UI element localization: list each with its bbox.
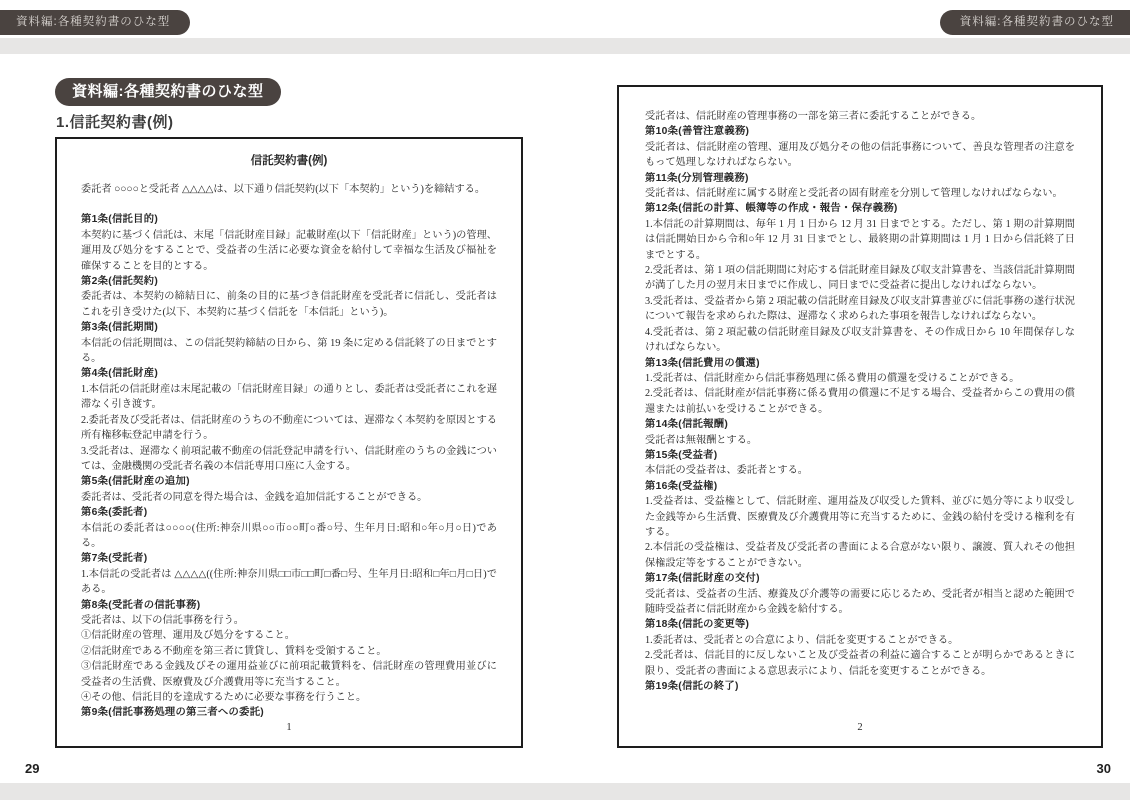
article-heading: 第15条(受益者) xyxy=(645,449,718,461)
article-paragraph: 3.受託者は、遅滞なく前項記載不動産の信託登記申請を行い、信託財産のうちの金銭については、金融機関の受託者名義の本信託専用口座に入金する。 xyxy=(81,445,497,472)
article-paragraph: 受託者は無報酬とする。 xyxy=(645,434,758,446)
contract-article xyxy=(645,479,1075,571)
contract-page-number-2: 2 xyxy=(857,722,863,733)
article-paragraph: 1.受託者は、信託財産から信託事務処理に係る費用の償還を受けることができる。 xyxy=(645,372,1020,384)
article-heading: 第18条(信託の変更等) xyxy=(645,619,750,631)
article-heading: 第1条(信託目的) xyxy=(81,214,159,226)
article-paragraph: 委託者は、受託者の同意を得た場合は、金銭を追加信託することができる。 xyxy=(81,491,428,503)
bottom-gray-band xyxy=(0,783,1130,800)
article-paragraph: 3.受託者は、受益者から第 2 項記載の信託財産目録及び収支計算書並びに信託事務の遂行状況について報告を求められた際は、遅滞なく求められた事項を報告しなければならない。 xyxy=(645,295,1075,323)
article-paragraph: 本契約に基づく信託は、末尾「信託財産目録」記載財産(以下「信託財産」という)の管理、運用及び処分をすることで、受益者の生活に必要な資金を給付して幸福な生活及び福祉を確保することを目的とする。 xyxy=(81,229,497,272)
contract-article xyxy=(645,617,1075,679)
article-paragraph: 本信託の信託期間は、この信託契約締結の日から、第 19 条に定める信託終了の日までとする。 xyxy=(81,337,497,365)
article-paragraph: 委託者は、本契約の締結日に、前条の目的に基づき信託財産を受託者に信託し、受託者はこれを引き受けた(以下、本契約に基づく信託を「本信託」という)。 xyxy=(81,291,497,318)
contract-article xyxy=(645,124,1075,170)
top-gray-band xyxy=(0,38,1130,54)
article-heading: 第7条(受託者) xyxy=(81,553,148,565)
contract-article xyxy=(81,705,497,720)
article-paragraph: 1.本信託の計算期間は、毎年 1 月 1 日から 12 月 31 日までとする。ただし、第 1 期の計算期間は信託開始日から令和○年 12 月 31 日までとし、最終期の計算期間は 1 月 1 日から信託終了日までとする。 xyxy=(645,218,1075,261)
contract-article xyxy=(645,109,1075,124)
contract-article xyxy=(645,201,1075,355)
contract-article xyxy=(81,212,497,274)
article-paragraph: 4.受託者は、第 2 項記載の信託財産目録及び収支計算書を、その作成日から 10 年間保存しなければならない。 xyxy=(645,326,1075,354)
article-paragraph: 本信託の委託者は○○○○(住所:神奈川県○○市○○町○番○号、生年月日:昭和○年○月○日)である。 xyxy=(81,522,497,549)
header-tab-left: 資料編:各種契約書のひな型 xyxy=(0,10,190,35)
article-paragraph: ①信託財産の管理、運用及び処分をすること。 xyxy=(81,630,295,642)
article-heading: 第2条(信託契約) xyxy=(81,276,159,288)
contract-article xyxy=(81,505,497,551)
article-heading: 第14条(信託報酬) xyxy=(645,419,729,431)
article-paragraph: 2.受託者は、信託目的に反しないこと及び受益者の利益に適合することが明らかであるときに限り、受託者の書面による意思表示により、信託を変更することができる。 xyxy=(645,650,1075,677)
article-paragraph: ②信託財産である不動産を第三者に賃貸し、賃料を受領すること。 xyxy=(81,645,387,657)
article-heading: 第8条(受託者の信託事務) xyxy=(81,599,201,611)
contract-article xyxy=(81,320,497,366)
article-heading: 第13条(信託費用の償還) xyxy=(645,357,760,369)
contract-article xyxy=(81,366,497,474)
article-heading: 第16条(受益権) xyxy=(645,480,718,492)
contract-article xyxy=(645,417,1075,448)
contract-article xyxy=(81,474,497,505)
contract-article xyxy=(645,356,1075,418)
article-paragraph: 受託者は、信託財産の管理、運用及び処分その他の信託事務について、善良な管理者の注意をもって処理しなければならない。 xyxy=(645,141,1075,169)
contract-article xyxy=(645,679,1075,694)
article-paragraph: 受託者は、受益者の生活、療養及び介護等の需要に応じるため、受託者が相当と認めた範囲で随時受益者に信託財産から金銭を給付する。 xyxy=(645,588,1075,615)
book-page-number-right: 30 xyxy=(1096,761,1111,776)
contract-article xyxy=(81,598,497,706)
article-heading: 第17条(信託財産の交付) xyxy=(645,573,760,585)
article-heading: 第11条(分別管理義務) xyxy=(645,172,749,184)
article-heading: 第5条(信託財産の追加) xyxy=(81,476,190,488)
article-paragraph: 1.委託者は、受託者との合意により、信託を変更することができる。 xyxy=(645,634,959,646)
contract-article xyxy=(645,171,1075,202)
contract-article xyxy=(81,551,497,597)
article-paragraph: 受託者は、信託財産の管理事務の一部を第三者に委託することができる。 xyxy=(645,111,982,122)
contract-article xyxy=(645,571,1075,617)
article-paragraph: 委託者 ○○○○と受託者 △△△△は、以下通り信託契約(以下「本契約」という)を締結する。 xyxy=(81,184,486,195)
article-heading: 第19条(信託の終了) xyxy=(645,681,739,693)
contract-article xyxy=(81,182,497,197)
article-paragraph: 受託者は、以下の信託事務を行う。 xyxy=(81,614,244,626)
article-paragraph: 2.委託者及び受託者は、信託財産のうちの不動産については、遅滞なく本契約を原因とする所有権移転登記申請を行う。 xyxy=(81,414,497,442)
contract-title: 信託契約書(例) xyxy=(250,155,328,167)
contract-articles-page-1 xyxy=(81,182,497,721)
article-paragraph: 1.本信託の受託者は △△△△((住所:神奈川県□□市□□町□番□号、生年月日:昭和□年□月□日)である。 xyxy=(81,568,497,596)
section-heading: 1.信託契約書(例) xyxy=(56,114,174,131)
article-paragraph: ③信託財産である金銭及びその運用益並びに前項記載賃料を、信託財産の管理費用並びに受益者の生活費、医療費及び介護費用等に充当すること。 xyxy=(81,661,497,688)
article-heading: 第3条(信託期間) xyxy=(81,322,159,334)
article-paragraph: 本信託の受益者は、委託者とする。 xyxy=(645,465,808,477)
article-heading: 第12条(信託の計算、帳簿等の作成・報告・保存義務) xyxy=(645,203,898,215)
article-paragraph: 2.本信託の受益権は、受益者及び受託者の書面による合意がない限り、譲渡、質入れその他担保権設定等をすることができない。 xyxy=(645,542,1075,569)
article-heading: 第6条(委託者) xyxy=(81,507,148,519)
article-paragraph: 1.本信託の信託財産は末尾記載の「信託財産目録」の通りとし、委託者は受託者にこれを遅滞なく引き渡す。 xyxy=(81,383,497,411)
article-paragraph: ④その他、信託目的を達成するために必要な事務を行うこと。 xyxy=(81,692,367,703)
article-heading: 第10条(善管注意義務) xyxy=(645,126,750,138)
contract-page-1 xyxy=(55,137,523,748)
article-paragraph: 2.受託者は、第 1 項の信託期間に対応する信託財産目録及び収支計算書を、当該信託計算期間が満了した月の翌月末日までに作成し、同日までに受益者に提出しなければならない。 xyxy=(645,265,1075,292)
article-heading: 第9条(信託事務処理の第三者への委託) xyxy=(81,707,265,719)
contract-page-number-1: 1 xyxy=(286,722,292,733)
book-page-number-left: 29 xyxy=(25,761,40,776)
contract-article xyxy=(645,448,1075,479)
article-paragraph: 2.受託者は、信託財産が信託事務に係る費用の償還に不足する場合、受益者からこの費用の償還または前払いを受けることができる。 xyxy=(645,388,1075,415)
contract-article xyxy=(81,274,497,320)
article-paragraph: 1.受益者は、受益権として、信託財産、運用益及び収受した賃料、並びに処分等により収受した金銭等から生活費、医療費及び介護費用等に充当するために、金銭の給付を受ける権利を有する。 xyxy=(645,496,1075,538)
header-tab-right: 資料編:各種契約書のひな型 xyxy=(940,10,1130,35)
article-paragraph: 受託者は、信託財産に属する財産と受託者の固有財産を分別して管理しなければならない。 xyxy=(645,188,1063,200)
section-badge: 資料編:各種契約書のひな型 xyxy=(55,78,281,106)
contract-articles-page-2 xyxy=(645,109,1075,694)
article-heading: 第4条(信託財産) xyxy=(81,368,159,380)
contract-page-2 xyxy=(617,85,1103,748)
